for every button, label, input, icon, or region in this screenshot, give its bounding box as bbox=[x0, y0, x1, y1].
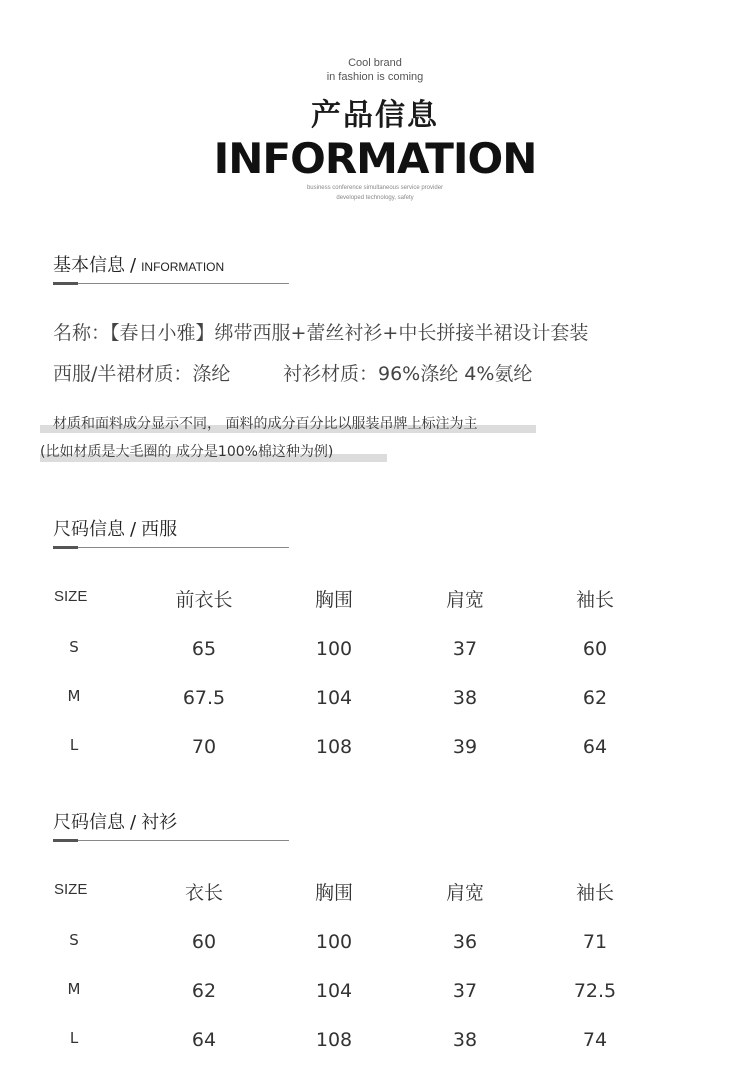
suit-size-heading-sub: 西服 bbox=[141, 519, 178, 540]
heading-accent-bar bbox=[53, 282, 78, 285]
shirt-size-heading-cn: 尺码信息 bbox=[53, 812, 125, 833]
table-header-cell: 袖长 bbox=[575, 882, 614, 904]
brand-line-2: in fashion is coming bbox=[326, 71, 424, 83]
table-cell: 108 bbox=[315, 736, 353, 758]
table-header-cell: SIZE bbox=[54, 881, 88, 898]
table-row bbox=[0, 931, 750, 961]
table-header-cell: 胸围 bbox=[314, 589, 353, 611]
shirt-size-heading bbox=[53, 811, 289, 841]
table-row bbox=[0, 687, 750, 717]
table-header-cell: 前衣长 bbox=[175, 589, 233, 611]
material-note-1: 材质和面料成分显示不同， 面料的成分百分比以服装吊牌上标注为主 bbox=[53, 416, 478, 432]
table-cell: 104 bbox=[315, 687, 353, 709]
heading-accent-bar bbox=[53, 839, 78, 842]
table-cell: 70 bbox=[191, 736, 217, 758]
table-header-row bbox=[0, 585, 750, 615]
heading-separator: / bbox=[130, 255, 137, 276]
table-cell: 38 bbox=[452, 1029, 478, 1051]
table-cell: 100 bbox=[315, 638, 353, 660]
product-name: 名称：【春日小雅】绑带西服+蕾丝衬衫+中长拼接半裙设计套装 bbox=[53, 322, 589, 344]
material-note-2: (比如材质是大毛圈的 成分是100%棉这种为例) bbox=[40, 444, 334, 460]
table-cell: 37 bbox=[452, 638, 478, 660]
table-cell: 36 bbox=[452, 931, 478, 953]
table-header-cell: 胸围 bbox=[314, 882, 353, 904]
material-suit-skirt: 西服/半裙材质：涤纶 bbox=[53, 363, 231, 385]
suit-size-heading bbox=[53, 518, 289, 548]
table-header-cell: 袖长 bbox=[575, 589, 614, 611]
heading-separator: / bbox=[130, 812, 137, 833]
table-header-cell: SIZE bbox=[54, 588, 88, 605]
table-row bbox=[0, 1029, 750, 1059]
basic-info-heading-cn: 基本信息 bbox=[53, 255, 125, 276]
table-row bbox=[0, 736, 750, 766]
basic-info-heading-en: INFORMATION bbox=[141, 260, 225, 274]
table-cell: 38 bbox=[452, 687, 478, 709]
table-row bbox=[0, 980, 750, 1010]
basic-info-heading bbox=[53, 254, 289, 284]
table-header-cell: 肩宽 bbox=[445, 882, 484, 904]
table-cell: 108 bbox=[315, 1029, 353, 1051]
page-title-cn: 产品信息 bbox=[311, 98, 439, 133]
brand-line-1: Cool brand bbox=[348, 57, 402, 69]
suit-size-heading-cn: 尺码信息 bbox=[53, 519, 125, 540]
shirt-size-heading-sub: 衬衫 bbox=[141, 812, 178, 833]
table-cell: M bbox=[67, 687, 81, 705]
table-cell: S bbox=[69, 931, 79, 949]
table-cell: 65 bbox=[191, 638, 217, 660]
page-title-en: INFORMATION bbox=[213, 134, 537, 183]
table-cell: 39 bbox=[452, 736, 478, 758]
table-cell: 72.5 bbox=[573, 980, 617, 1002]
tagline-2: developed technology, safety bbox=[336, 195, 414, 201]
material-shirt: 衬衫材质：96%涤纶 4%氨纶 bbox=[283, 363, 533, 385]
table-cell: 60 bbox=[582, 638, 608, 660]
table-cell: 64 bbox=[582, 736, 608, 758]
table-cell: L bbox=[69, 1029, 79, 1047]
heading-separator: / bbox=[130, 519, 137, 540]
table-cell: 104 bbox=[315, 980, 353, 1002]
heading-accent-bar bbox=[53, 546, 78, 549]
table-cell: 37 bbox=[452, 980, 478, 1002]
table-cell: 62 bbox=[191, 980, 217, 1002]
table-header-cell: 肩宽 bbox=[445, 589, 484, 611]
table-cell: 67.5 bbox=[182, 687, 226, 709]
tagline-1: business conference simultaneous service provider bbox=[306, 185, 444, 191]
table-cell: L bbox=[69, 736, 79, 754]
table-cell: 71 bbox=[582, 931, 608, 953]
table-row bbox=[0, 638, 750, 668]
table-cell: S bbox=[69, 638, 79, 656]
table-cell: 64 bbox=[191, 1029, 217, 1051]
table-cell: 100 bbox=[315, 931, 353, 953]
table-cell: 62 bbox=[582, 687, 608, 709]
table-header-row bbox=[0, 878, 750, 908]
table-header-cell: 衣长 bbox=[184, 882, 223, 904]
table-cell: 74 bbox=[582, 1029, 608, 1051]
table-cell: M bbox=[67, 980, 81, 998]
table-cell: 60 bbox=[191, 931, 217, 953]
